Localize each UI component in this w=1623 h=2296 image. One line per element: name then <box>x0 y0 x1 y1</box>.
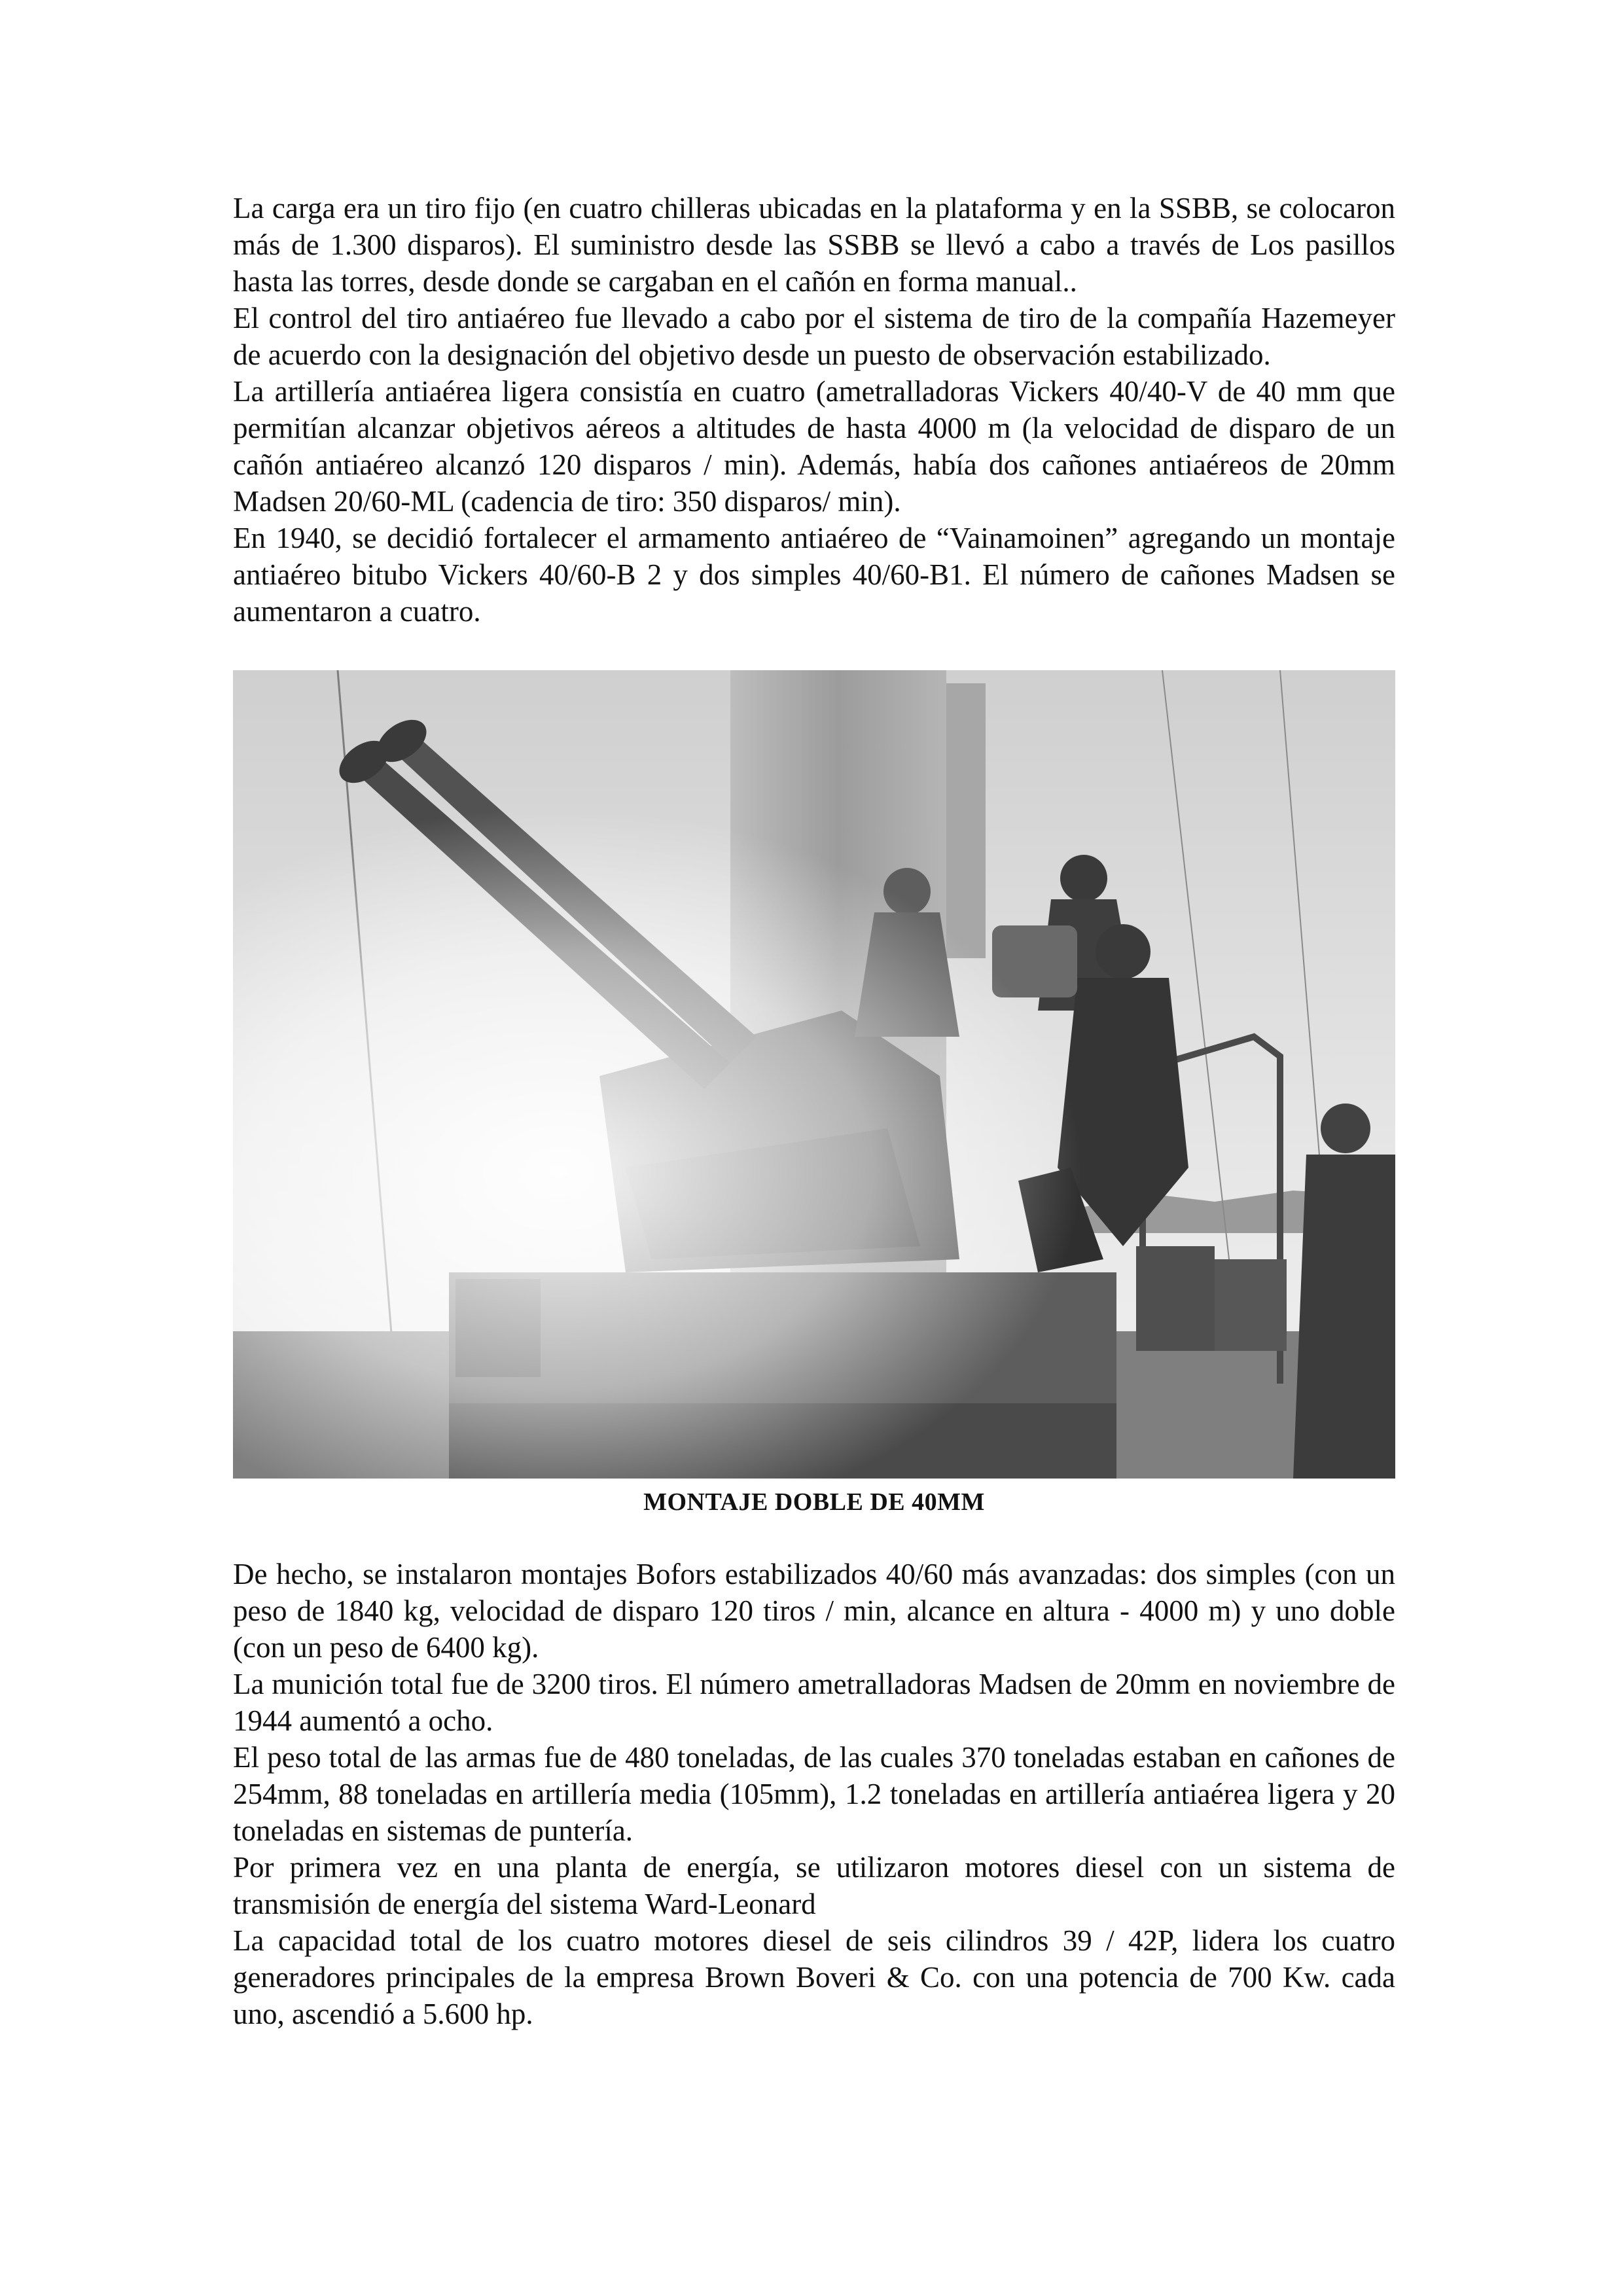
paragraph: De hecho, se instalaron montajes Bofors estabilizados 40/60 más avanzadas: dos simples (con un peso de 1840 kg, velocidad de disparo 120 tiros / min, alcance en altura - 4000 m) y uno doble (con un peso de 6400 kg). <box>233 1558 1395 1664</box>
figure-caption: MONTAJE DOBLE DE 40MM <box>643 1488 985 1516</box>
paragraph: El control del tiro antiaéreo fue llevado a cabo por el sistema de tiro de la compañía Hazemeyer de acuerdo con la designación del objetivo desde un puesto de observación estabilizado. <box>233 302 1395 371</box>
paragraph: La carga era un tiro fijo (en cuatro chilleras ubicadas en la plataforma y en la SSBB, se colocaron más de 1.300 disparos). El suministro desde las SSBB se llevó a cabo a través de Los pasillos hasta las torres, desde donde se cargaban en el cañón en forma manual.. <box>233 192 1395 298</box>
text-block-bottom <box>233 1556 1395 2032</box>
paragraph: La artillería antiaérea ligera consistía en cuatro (ametralladoras Vickers 40/40-V de 40 mm que permitían alcanzar objetivos aéreos a altitudes de hasta 4000 m (la velocidad de disparo de un cañón antiaéreo alcanzó 120 disparos / min). Además, había dos cañones antiaéreos de 20mm Madsen 20/60-ML (cadencia de tiro: 350 disparos/ min). <box>233 375 1395 518</box>
text-block-top <box>233 190 1395 630</box>
paragraph: La capacidad total de los cuatro motores diesel de seis cilindros 39 / 42P, lidera los cuatro generadores principales de la empresa Brown Boveri & Co. con una potencia de 700 Kw. cada uno, ascendió a 5.600 hp. <box>233 1924 1395 2030</box>
photo-twin-40mm-mount <box>233 670 1395 1479</box>
paragraph: La munición total fue de 3200 tiros. El número ametralladoras Madsen de 20mm en noviembre de 1944 aumentó a ocho. <box>233 1668 1395 1737</box>
document-page <box>233 190 1395 2032</box>
paragraph: El peso total de las armas fue de 480 toneladas, de las cuales 370 toneladas estaban en cañones de 254mm, 88 toneladas en artillería media (105mm), 1.2 toneladas en artillería antiaérea ligera y 20 toneladas en sistemas de puntería. <box>233 1741 1395 1847</box>
paragraph: Por primera vez en una planta de energía, se utilizaron motores diesel con un sistema de transmisión de energía del sistema Ward-Leonard <box>233 1851 1395 1920</box>
paragraph: En 1940, se decidió fortalecer el armamento antiaéreo de “Vainamoinen” agregando un montaje antiaéreo bitubo Vickers 40/60-B 2 y dos simples 40/60-B1. El número de cañones Madsen se aumentaron a cuatro. <box>233 522 1395 628</box>
